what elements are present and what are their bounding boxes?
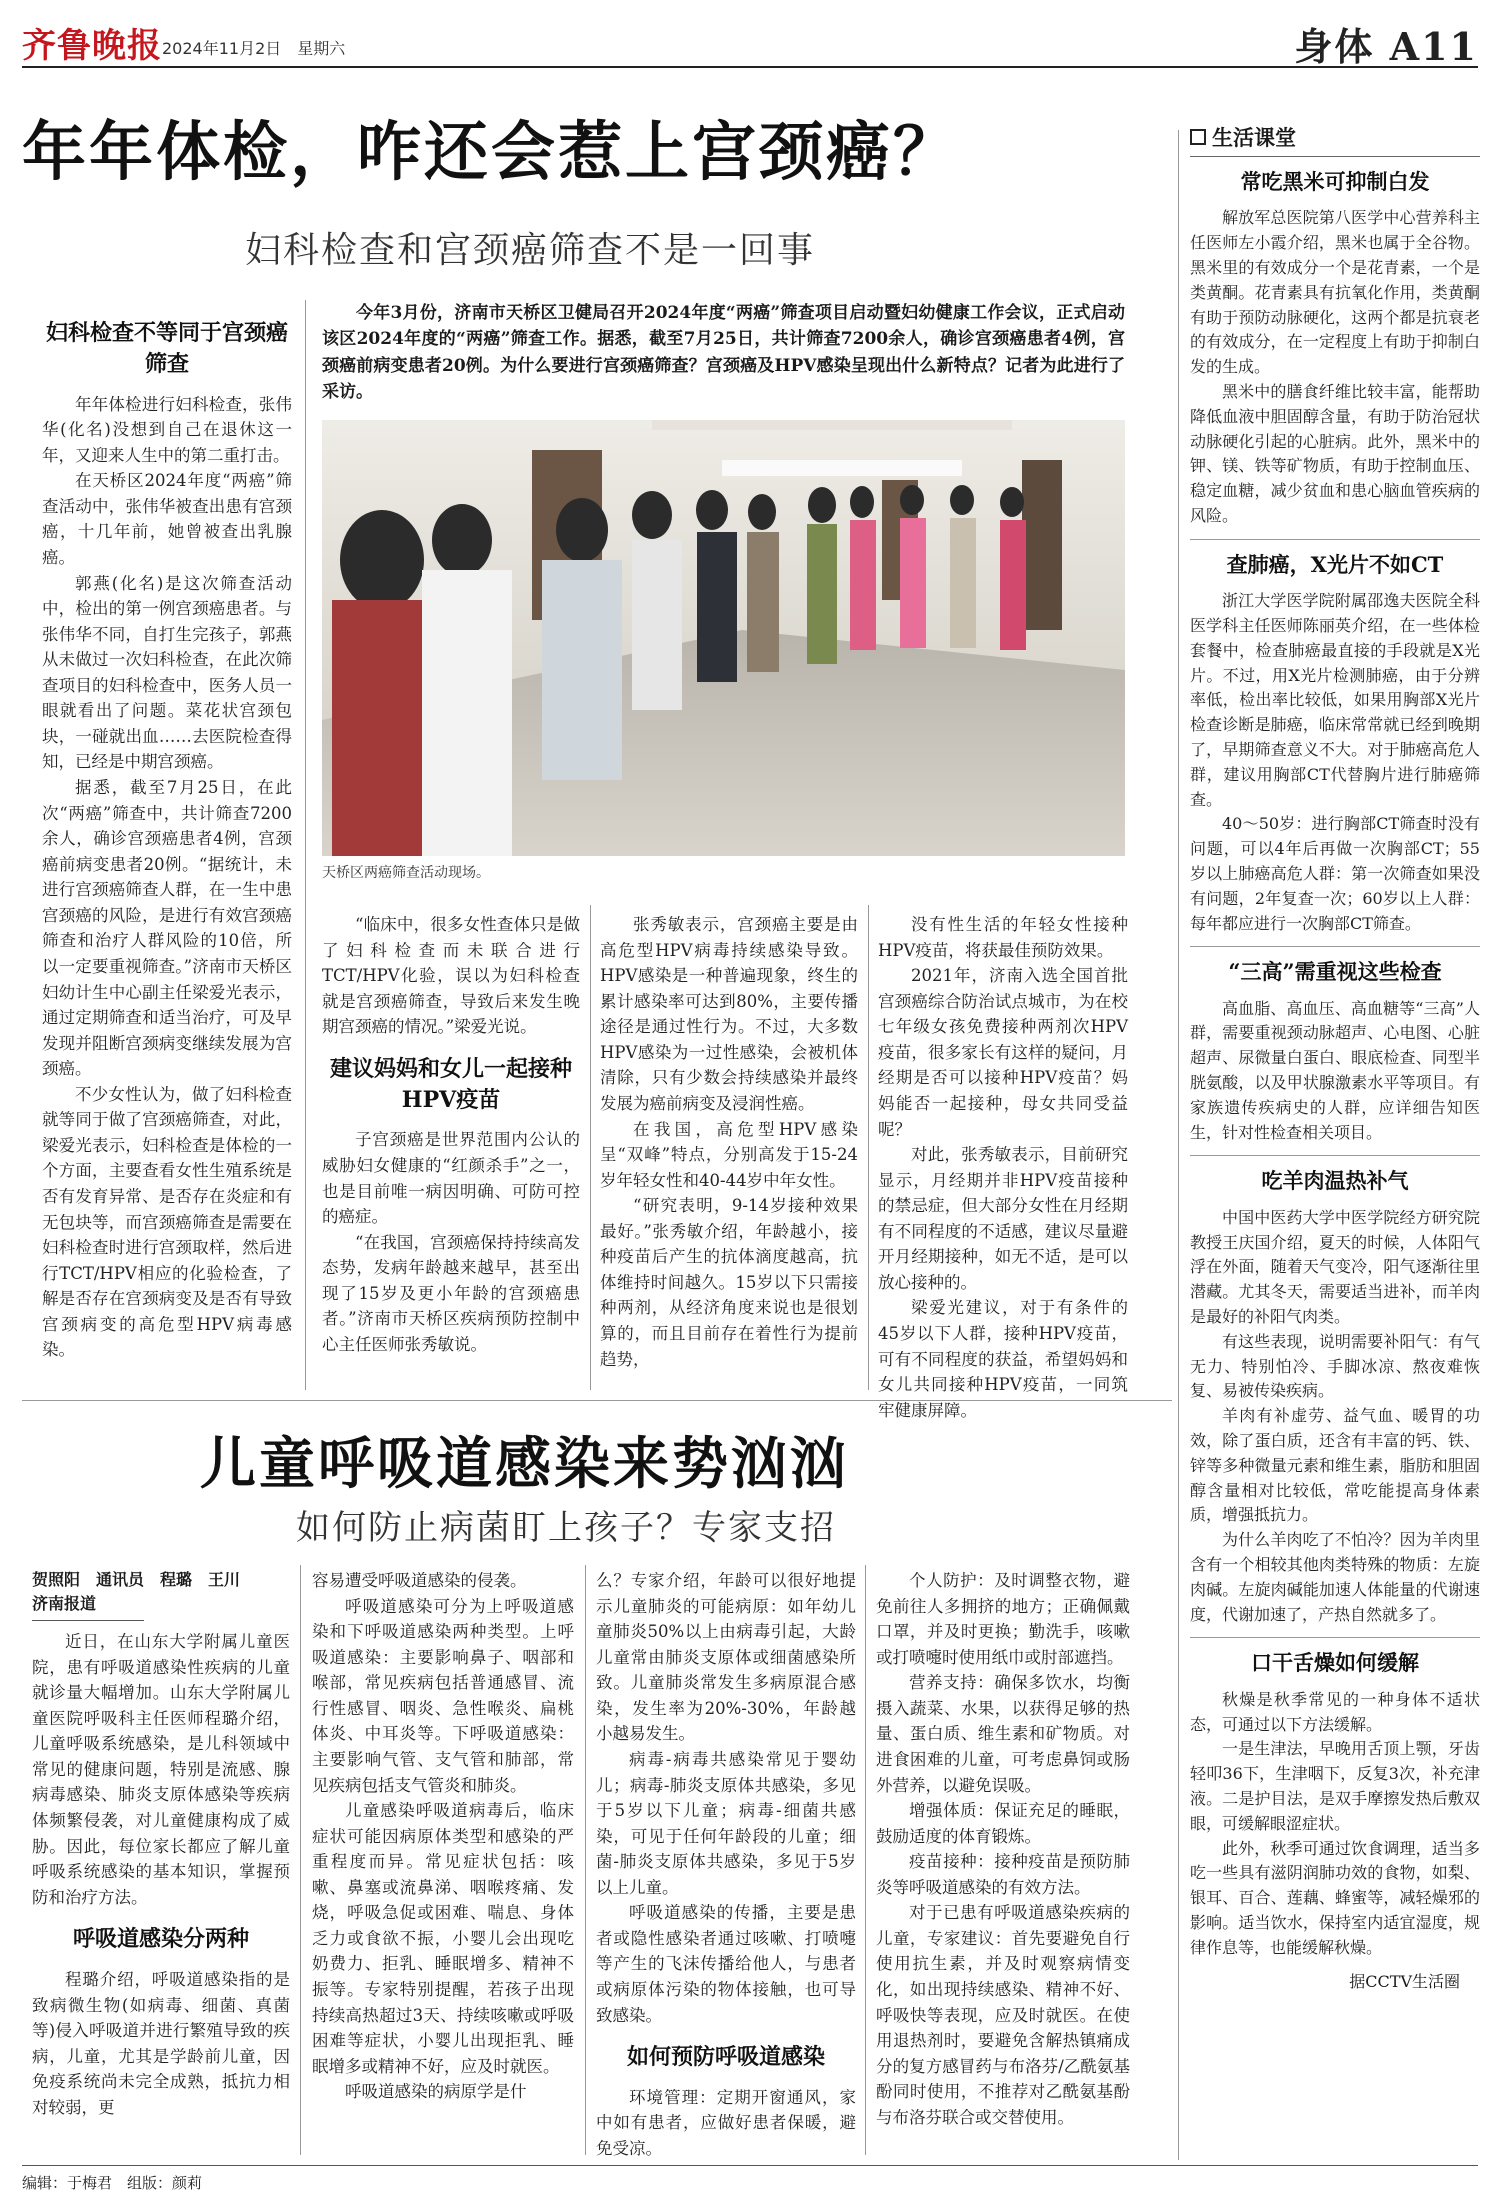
paragraph: “研究表明，9-14岁接种效果最好。”张秀敏介绍，年龄越小，接种疫苗后产生的抗体滴度越高，抗体维持时间越久。15岁以下只需接种两剂，从经济角度来说也是很划算的，而且目前存在着性行为提前趋势， <box>600 1196 858 1369</box>
sidebar-section <box>1190 1166 1480 1627</box>
paragraph: 呼吸道感染的传播，主要是患者或隐性感染者通过咳嗽、打喷嚏等产生的飞沫传播给他人，与患者或病原体污染的物体接触，也可导致感染。 <box>596 1903 856 2025</box>
paragraph: 2021年，济南入选全国首批宫颈癌综合防治试点城市，为在校七年级女孩免费接种两剂次HPV疫苗，很多家长有这样的疑问，月经期是否可以接种HPV疫苗？妈妈能否一起接种，母女共同受益呢？ <box>878 966 1128 1139</box>
paragraph: 浙江大学医学院附属邵逸夫医院全科医学科主任医师陈丽英介绍，在一些体检套餐中，检查肺癌最直接的手段就是X光片。不过，用X光片检测肺癌，由于分辨率低，检出率比较低，如果用胸部X光片检查诊断是肺癌，临床常常就已经到晚期了，早期筛查意义不大。对于肺癌高危人群，建议用胸部CT代替胸片进行肺癌筛查。 <box>1190 591 1480 809</box>
sidebar-section <box>1190 550 1480 937</box>
sidebar-section-title: 常吃黑米可抑制白发 <box>1240 169 1430 194</box>
paragraph: 增强体质：保证充足的睡眠，鼓励适度的体育锻炼。 <box>876 1801 1130 1846</box>
sidebar-body <box>1190 997 1480 1146</box>
article-body <box>322 1127 580 1357</box>
column-divider <box>590 905 591 1390</box>
paragraph: 个人防护：及时调整衣物，避免前往人多拥挤的地方；正确佩戴口罩，并及时更换；勤洗手，咳嗽或打喷嚏时使用纸巾或肘部遮挡。 <box>876 1571 1130 1667</box>
paragraph: 呼吸道感染可分为上呼吸道感染和下呼吸道感染两种类型。上呼吸道感染：主要影响鼻子、咽部和喉部，常见疾病包括普通感冒、流行性感冒、咽炎、急性喉炎、扁桃体炎、中耳炎等。下呼吸道感染：主要影响气管、支气管和肺部，常见疾病包括支气管炎和肺炎。 <box>312 1596 574 1795</box>
page-footer <box>22 2165 1478 2193</box>
paragraph: 羊肉有补虚劳、益气血、暖胃的功效，除了蛋白质，还含有丰富的钙、铁、锌等多种微量元素和维生素，脂肪和胆固醇含量相对比较低，常吃能提高身体素质，增强抵抗力。 <box>1190 1406 1480 1525</box>
sidebar-body <box>1190 589 1480 936</box>
article1-column-2 <box>322 912 580 1357</box>
article-body <box>312 1568 574 2105</box>
byline: 贺照阳 通讯员 程璐 王川 <box>32 1570 241 1589</box>
sidebar-source: 据CCTV生活圈 <box>1349 1971 1460 1991</box>
article1-column-4 <box>878 912 1128 1423</box>
article2-column-3 <box>596 1568 856 2162</box>
paragraph: 在天桥区2024年度“两癌”筛查活动中，张伟华被查出患有宫颈癌，十几年前，她曾被查出乳腺癌。 <box>42 471 292 567</box>
sidebar-section-title: “三高”需重视这些检查 <box>1228 959 1442 985</box>
paragraph: 张秀敏表示，宫颈癌主要是由高危型HPV病毒持续感染导致。HPV感染是一种普遍现象，终生的累计感染率可达到80%，主要传播途径是通过性行为。不过，大多数HPV感染为一过性感染，会被机体清除，只有少数会持续感染并最终发展为癌前病变及浸润性癌。 <box>600 915 858 1113</box>
paragraph: 黑米中的膳食纤维比较丰富，能帮助降低血液中胆固醇含量，有助于防治冠状动脉硬化引起的心脏病。此外，黑米中的钾、镁、铁等矿物质，有助于控制血压、稳定血糖，减少贫血和患心脑血管疾病的风险。 <box>1190 381 1480 525</box>
second-headline: 儿童呼吸道感染来势汹汹 <box>200 1431 849 1497</box>
paragraph: 对于已患有呼吸道感染疾病的儿童，专家建议：首先要避免自行使用抗生素，并及时观察病情变化，如出现持续感染、精神不好、呼吸快等表现，应及时就医。在使用退热剂时，要避免含解热镇痛成分的复方感冒药与布洛芬/乙酰氨基酚同时使用，不推荐对乙酰氨基酚与布洛芬联合或交替使用。 <box>876 1903 1130 2127</box>
article-body <box>878 912 1128 1423</box>
paragraph: 此外，秋季可通过饮食调理，适当多吃一些具有滋阴润肺功效的食物，如梨、银耳、百合、莲藕、蜂蜜等，减轻燥邪的影响。适当饮水，保持室内适宜湿度，规律作息等，也能缓解秋燥。 <box>1190 1838 1480 1957</box>
section-page-label: 身体 A11 <box>1294 24 1478 69</box>
article-body <box>322 912 580 1040</box>
paragraph: 程璐介绍，呼吸道感染指的是致病微生物(如病毒、细菌、真菌等)侵入呼吸道并进行繁殖导致的疾病，儿童，尤其是学龄前儿童，因免疫系统尚未完全成熟，抵抗力相对较弱，更 <box>32 1969 290 2117</box>
second-subheadline: 如何防止病菌盯上孩子？专家支招 <box>296 1508 836 1548</box>
article-body <box>596 2085 856 2162</box>
article-body <box>600 912 858 1372</box>
paragraph: 儿童感染呼吸道病毒后，临床症状可能因病原体类型和感染的严重程度而异。常见症状包括：咳嗽、鼻塞或流鼻涕、咽喉疼痛、发烧，呼吸急促或困难、喘息、身体乏力或食欲不振，小婴儿会出现吃奶费力、拒乳、睡眠增多、精神不振等。专家特别提醒，若孩子出现持续高热超过3天、持续咳嗽或呼吸困难等症状，小婴儿出现拒乳、睡眠增多或精神不好，应及时就医。 <box>312 1801 574 2076</box>
article1-column-3 <box>600 912 858 1372</box>
paragraph: 有这些表现，说明需要补阳气：有气无力、特别怕冷、手脚冰凉、熬夜难恢复、易被传染疾病。 <box>1190 1331 1480 1401</box>
paragraph: 一是生津法，早晚用舌顶上颚，牙齿轻叩36下，生津咽下，反复3次，补充津液。二是护目法，是双手摩擦发热后敷双眼，可缓解眼涩症状。 <box>1190 1739 1480 1833</box>
column-divider <box>585 1565 586 2155</box>
paragraph: 环境管理：定期开窗通风，家中如有患者，应做好患者保暖，避免受凉。 <box>596 2087 856 2159</box>
article2-column-4 <box>876 1568 1130 2130</box>
section-heading: 呼吸道感染分两种 <box>72 1926 249 1953</box>
paragraph: 梁爱光建议，对于有条件的45岁以下人群，接种HPV疫苗，可有不同程度的获益，希望妈妈和女儿共同接种HPV疫苗，一同筑牢健康屏障。 <box>878 1298 1128 1420</box>
photo-caption: 天桥区两癌筛查活动现场。 <box>322 865 490 881</box>
byline-location: 济南报道 <box>32 1592 144 1621</box>
news-photo <box>322 420 1125 856</box>
column-divider <box>865 1565 866 2155</box>
masthead <box>22 8 1478 68</box>
sidebar-section <box>1190 957 1480 1145</box>
paragraph: 为什么羊肉吃了不怕冷？因为羊肉里含有一个相较其他肉类特殊的物质：左旋肉碱。左旋肉碱能加速人体能量的代谢速度，代谢加速了，产热自然就多了。 <box>1190 1530 1480 1624</box>
sidebar-divider <box>1190 539 1480 540</box>
sidebar-header-label: 生活课堂 <box>1212 126 1296 150</box>
newspaper-logo: 齐鲁晚报 <box>22 26 162 66</box>
paragraph: 近日，在山东大学附属儿童医院，患有呼吸道感染性疾病的儿童就诊量大幅增加。山东大学附属儿童医院呼吸科主任医师程璐介绍，儿童呼吸系统感染，是儿科领域中常见的健康问题，特别是流感、腺病毒感染、肺炎支原体感染等疾病体频繁侵袭，对儿童健康构成了威胁。因此，每位家长都应了解儿童呼吸系统感染的基本知识，掌握预防和治疗方法。 <box>32 1632 290 1907</box>
column-divider <box>305 300 306 1390</box>
article2-column-1 <box>32 1568 290 2120</box>
sidebar-body <box>1190 206 1480 528</box>
section-heading: 建议妈妈和女儿一起接种HPV疫苗 <box>329 1055 572 1113</box>
paragraph: 中国中医药大学中医学院经方研究院教授王庆国介绍，夏天的时候，人体阳气浮在外面，随着天气变冷，阳气逐渐往里潜藏。尤其冬天，需要适当进补，而羊肉是最好的补阳气肉类。 <box>1190 1207 1480 1327</box>
sidebar-section-title: 查肺癌，X光片不如CT <box>1226 551 1444 577</box>
paragraph: 在我国，高危型HPV感染呈“双峰”特点，分别高发于15-24岁年轻女性和40-44岁中年女性。 <box>600 1119 858 1190</box>
main-subheadline: 妇科检查和宫颈癌筛查不是一回事 <box>245 230 816 271</box>
hallway-crowd-photo <box>322 420 1125 856</box>
paragraph: 么？专家介绍，年龄可以很好地提示儿童肺炎的可能病原：如年幼儿童肺炎50%以上由病毒引起，大龄儿童常由肺炎支原体或细菌感染所致。儿童肺炎常发生多病原混合感染，发生率为20%-30%，年龄越小越易发生。 <box>596 1571 856 1744</box>
sidebar-divider <box>1190 1637 1480 1638</box>
paragraph: 秋燥是秋季常见的一种身体不适状态，可通过以下方法缓解。 <box>1190 1689 1480 1734</box>
sidebar-divider <box>1190 946 1480 947</box>
dateline: 2024年11月2日 星期六 <box>162 39 346 58</box>
article-intro: 今年3月份，济南市天桥区卫健局召开2024年度“两癌”筛查项目启动暨妇幼健康工作会议，正式启动该区2024年度的“两癌”筛查工作。据悉，截至7月25日，共计筛查7200余人，确诊宫颈癌患者4例，宫颈癌前病变患者20例。为什么要进行宫颈癌筛查？宫颈癌及HPV感染呈现出什么新特点？记者为此进行了采访。 <box>322 303 1125 403</box>
sidebar-divider <box>1178 130 1179 2160</box>
sidebar <box>1190 122 1480 1992</box>
article-divider <box>22 1400 1172 1401</box>
paragraph: 病毒-病毒共感染常见于婴幼儿；病毒-肺炎支原体共感染，多见于5岁以下儿童；病毒-细菌共感染，可见于任何年龄段的儿童；细菌-肺炎支原体共感染，多见于5岁以上儿童。 <box>596 1749 856 1897</box>
paragraph: 年年体检进行妇科检查，张伟华(化名)没想到自己在退休这一年，又迎来人生中的第二重打击。 <box>42 394 292 465</box>
paragraph: “临床中，很多女性查体只是做了妇科检查而未联合进行TCT/HPV化验，误以为妇科检查就是宫颈癌筛查，导致后来发生晚期宫颈癌的情况。”梁爱光说。 <box>322 915 580 1037</box>
sidebar-section-title: 口干舌燥如何缓解 <box>1251 1650 1419 1676</box>
article-body <box>32 1967 290 2120</box>
article-body <box>876 1568 1130 2130</box>
sidebar-divider <box>1190 1155 1480 1156</box>
paragraph: 解放军总医院第八医学中心营养科主任医师左小霞介绍，黑米也属于全谷物。黑米里的有效成分一个是花青素，一个是类黄酮。花青素具有抗氧化作用，类黄酮有助于预防动脉硬化，这两个都是抗衰老的有效成分，在一定程度上有助于抑制白发的生成。 <box>1190 208 1480 377</box>
paragraph: 容易遭受呼吸道感染的侵袭。 <box>312 1571 527 1590</box>
section-heading: 妇科检查不等同于宫颈癌筛查 <box>45 320 288 377</box>
article-body <box>596 1568 856 2028</box>
paragraph: 营养支持：确保多饮水，均衡摄入蔬菜、水果，以获得足够的热量、蛋白质、维生素和矿物质。对进食困难的儿童，可考虑鼻饲或肠外营养，以避免误吸。 <box>876 1673 1130 1795</box>
sidebar-header <box>1190 122 1480 157</box>
paragraph: “在我国，宫颈癌保持持续高发态势，发病年龄越来越早，甚至出现了15岁及更小年龄的宫颈癌患者。”济南市天桥区疾病预防控制中心主任医师张秀敏说。 <box>322 1232 580 1354</box>
article-body <box>42 392 292 1363</box>
article-body <box>32 1629 290 1910</box>
sidebar-body <box>1190 1206 1480 1628</box>
paragraph: 郭燕(化名)是这次筛查活动中，检出的第一例宫颈癌患者。与张伟华不同，自打生完孩子，郭燕从未做过一次妇科检查，在此次筛查项目的妇科检查中，医务人员一眼就看出了问题。菜花状宫颈包块，一碰就出血……去医院检查得知，已经是中期宫颈癌。 <box>42 573 292 772</box>
paragraph: 疫苗接种：接种疫苗是预防肺炎等呼吸道感染的有效方法。 <box>876 1852 1130 1897</box>
article1-column-1 <box>42 318 292 1363</box>
section-heading: 如何预防呼吸道感染 <box>626 2044 825 2071</box>
paragraph: 对此，张秀敏表示，目前研究显示，月经期并非HPV疫苗接种的禁忌症，但大部分女性在月经期有不同程度的不适感，建议尽量避开月经期接种，如无不适，是可以放心接种的。 <box>878 1145 1128 1292</box>
paragraph: 40～50岁：进行胸部CT筛查时没有问题，可以4年后再做一次胸部CT；55岁以上肺癌高危人群：第一次筛查如果没有问题，2年复查一次；60岁以上人群：每年都应进行一次胸部CT筛查。 <box>1190 814 1480 933</box>
sidebar-section <box>1190 167 1480 529</box>
paragraph: 没有性生活的年轻女性接种HPV疫苗，将获最佳预防效果。 <box>878 915 1128 960</box>
column-divider <box>300 1565 301 2155</box>
paragraph: 不少女性认为，做了妇科检查就等同于做了宫颈癌筛查，对此，梁爱光表示，妇科检查是体检的一个方面，主要查看女性生殖系统是否有发育异常、是否存在炎症和有无包块等，而宫颈癌筛查是需要在妇科检查时进行宫颈取样，然后进行TCT/HPV相应的化验检查，了解是否存在宫颈病变及是否有导致宫颈病变的高危型HPV病毒感染。 <box>42 1084 292 1360</box>
editor-credit: 编辑：于梅君 组版：颜莉 <box>22 2174 203 2192</box>
sidebar-section-title: 吃羊肉温热补气 <box>1261 1168 1409 1194</box>
paragraph: 呼吸道感染的病原学是什 <box>345 2082 527 2102</box>
paragraph: 高血脂、高血压、高血糖等“三高”人群，需要重视颈动脉超声、心电图、心脏超声、尿微量白蛋白、眼底检查、同型半胱氨酸，以及甲状腺激素水平等项目。有家族遗传疾病史的人群，应详细告知医生，针对性检查相关项目。 <box>1190 998 1480 1142</box>
article2-column-2 <box>312 1568 574 2105</box>
paragraph: 子宫颈癌是世界范围内公认的威胁妇女健康的“红颜杀手”之一，也是目前唯一病因明确、可防可控的癌症。 <box>322 1130 580 1227</box>
box-icon <box>1190 129 1206 145</box>
column-divider <box>868 905 869 1390</box>
paragraph: 据悉，截至7月25日，在此次“两癌”筛查中，共计筛查7200余人，确诊宫颈癌患者4例，宫颈癌前病变患者20例。“据统计，未进行宫颈癌筛查人群，在一生中患宫颈癌的风险，是进行有效宫颈癌筛查和治疗人群风险的10倍，所以一定要重视筛查。”济南市天桥区妇幼计生中心副主任梁爱光表示，通过定期筛查和适当治疗，可及早发现并阻断宫颈病变继续发展为宫颈癌。 <box>42 778 292 1079</box>
sidebar-body <box>1190 1688 1480 1961</box>
sidebar-section <box>1190 1648 1480 1960</box>
main-headline: 年年体检，咋还会惹上宫颈癌？ <box>22 115 960 190</box>
